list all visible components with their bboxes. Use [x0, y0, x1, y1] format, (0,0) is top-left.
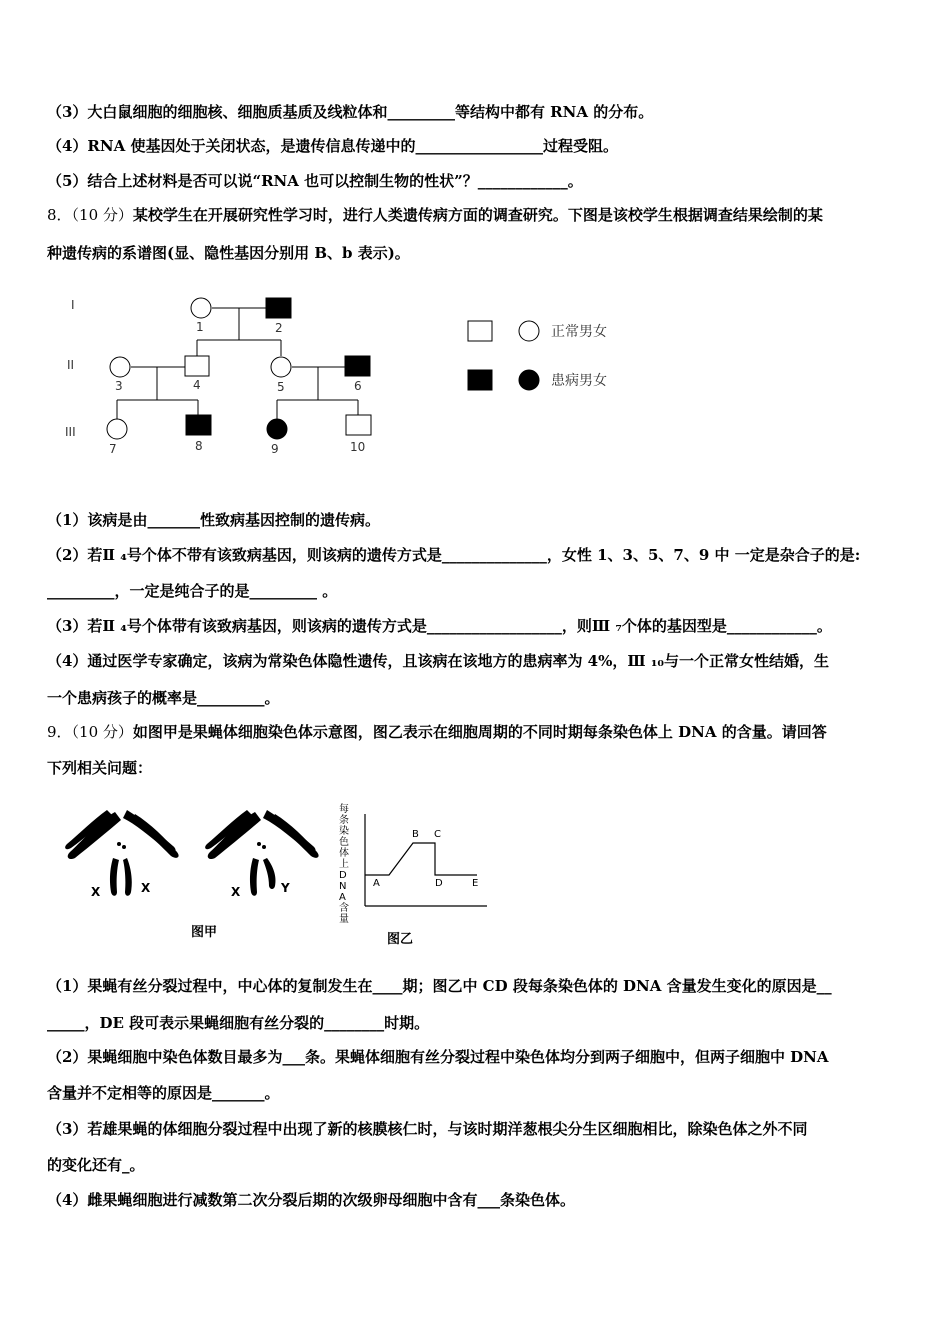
pedigree-individual-2 — [266, 298, 291, 318]
figure-a-caption: 图甲 — [191, 925, 218, 940]
q8-stem-line1 — [47, 205, 823, 225]
pedigree-individual-10 — [346, 415, 371, 435]
figure-b-dna-graph — [337, 802, 497, 952]
point-c: C — [434, 829, 441, 840]
q8-stem-line2: 种遗传病的系谱图(显、隐性基因分别用 B、b 表示)。 — [47, 244, 410, 262]
q9-sub3-line2: 的变化还有_。 — [47, 1156, 145, 1174]
q8-sub3: （3）若Ⅱ ₄号个体带有该致病基因，则该病的遗传方式是__________________，则Ⅲ ₇个体的基因型是____________。 — [47, 617, 832, 635]
q8-sub4-line1: （4）通过医学专家确定，该病为常染色体隐性遗传，且该病在该地方的患病率为 4%，Ⅲ ₁₀与一个正常女性结婚，生 — [47, 652, 829, 670]
chromosome-pair2-right — [208, 812, 261, 859]
q9-stem-text: 如图甲是果蝇体细胞染色体示意图，图乙表示在细胞周期的不同时期每条染色体上 DNA 的含量。请回答 — [132, 723, 827, 741]
chromosome-y — [263, 858, 276, 889]
point-d: D — [435, 878, 443, 889]
legend-normal-label: 正常男女 — [551, 324, 607, 340]
chromosome-x-1 — [110, 858, 119, 896]
point-a: A — [373, 878, 380, 889]
pedigree-id-10: 10 — [350, 440, 366, 454]
q9-sub4: （4）雌果蝇细胞进行减数第二次分裂后期的次级卵母细胞中含有___条染色体。 — [47, 1191, 575, 1209]
q8-sub4-line2: 一个患病孩子的概率是_________。 — [47, 689, 280, 707]
pedigree-id-6: 6 — [354, 379, 362, 393]
pedigree-id-3: 3 — [115, 379, 123, 393]
point-e: E — [472, 878, 479, 889]
label-y: Y — [281, 881, 290, 895]
q7-sub4: （4）RNA 使基因处于关闭状态，是遗传信息传递中的_________________过程受阻。 — [47, 137, 618, 155]
q9-stem-line1 — [47, 722, 827, 742]
graph-y-label: 每条染色体上DNA含量 — [339, 804, 349, 925]
pedigree-individual-4 — [185, 356, 209, 376]
q8-number: 8．（10 分） — [47, 206, 133, 224]
pedigree-id-2: 2 — [275, 321, 283, 335]
chromosome-pair4-right — [257, 842, 261, 846]
legend-affected-label: 患病男女 — [551, 373, 607, 389]
pedigree-id-4: 4 — [193, 378, 201, 392]
pedigree-id-9: 9 — [271, 442, 279, 456]
figure-b-caption: 图乙 — [387, 932, 414, 947]
generation-label-2: II — [67, 358, 75, 372]
q9-sub3-line1: （3）若雄果蝇的体细胞分裂过程中出现了新的核膜核仁时，与该时期洋葱根尖分生区细胞相比，除染色体之外不同 — [47, 1120, 808, 1138]
label-x3: X — [231, 885, 241, 899]
q9-sub1-line2: _____，DE 段可表示果蝇细胞有丝分裂的________时期。 — [47, 1014, 430, 1032]
generation-label-3: III — [65, 425, 76, 439]
q7-sub3: （3）大白鼠细胞的细胞核、细胞质基质及线粒体和_________等结构中都有 RNA 的分布。 — [47, 103, 654, 121]
q8-sub2-line2: _________，一定是纯合子的是_________ 。 — [47, 582, 338, 600]
pedigree-individual-7 — [107, 419, 127, 439]
pedigree-id-7: 7 — [109, 442, 117, 456]
q9-stem-line2: 下列相关问题： — [47, 759, 153, 777]
chromosome-pair2-left — [68, 812, 121, 859]
pedigree-individual-1 — [191, 298, 211, 318]
pedigree-individual-9 — [267, 419, 287, 439]
label-x2: X — [141, 881, 151, 895]
label-x1: X — [91, 885, 101, 899]
pedigree-chart — [55, 285, 655, 465]
pedigree-individual-5 — [271, 357, 291, 377]
pedigree-id-1: 1 — [196, 320, 204, 334]
q9-sub2-line1: （2）果蝇细胞中染色体数目最多为___条。果蝇体细胞有丝分裂过程中染色体均分到两子细胞中，但两子细胞中 DNA — [47, 1048, 829, 1066]
pedigree-individual-3 — [110, 357, 130, 377]
legend-affected-female — [519, 370, 539, 390]
q7-sub5: （5）结合上述材料是否可以说“RNA 也可以控制生物的性状”？____________。 — [47, 172, 583, 190]
q8-sub1: （1）该病是由_______性致病基因控制的遗传病。 — [47, 511, 380, 529]
pedigree-id-8: 8 — [195, 439, 203, 453]
q8-sub2-line1: （2）若Ⅱ ₄号个体不带有该致病基因，则该病的遗传方式是______________，女性 1、3、5、7、9 中 一定是杂合子的是: — [47, 546, 861, 564]
q8-stem-text: 某校学生在开展研究性学习时，进行人类遗传病方面的调查研究。下图是该校学生根据调查结果绘制的某 — [132, 206, 823, 224]
figure-a-karyotype — [55, 800, 335, 950]
pedigree-individual-6 — [345, 356, 370, 376]
pedigree-individual-8 — [186, 415, 211, 435]
pedigree-id-5: 5 — [277, 380, 285, 394]
chromosome-x-2 — [123, 858, 132, 896]
generation-label-1: I — [71, 298, 75, 312]
point-b: B — [412, 829, 419, 840]
legend-affected-male — [468, 370, 492, 390]
dna-content-line — [365, 843, 477, 875]
q9-sub1-line1: （1）果蝇有丝分裂过程中，中心体的复制发生在____期；图乙中 CD 段每条染色体的 DNA 含量发生变化的原因是__ — [47, 977, 832, 995]
chromosome-x-male — [250, 858, 259, 896]
legend-normal-female — [519, 321, 539, 341]
legend-normal-male — [468, 321, 492, 341]
chromosome-pair4-left — [117, 842, 121, 846]
q9-sub2-line2: 含量并不定相等的原因是_______。 — [47, 1084, 280, 1102]
q9-number: 9．（10 分） — [47, 723, 133, 741]
